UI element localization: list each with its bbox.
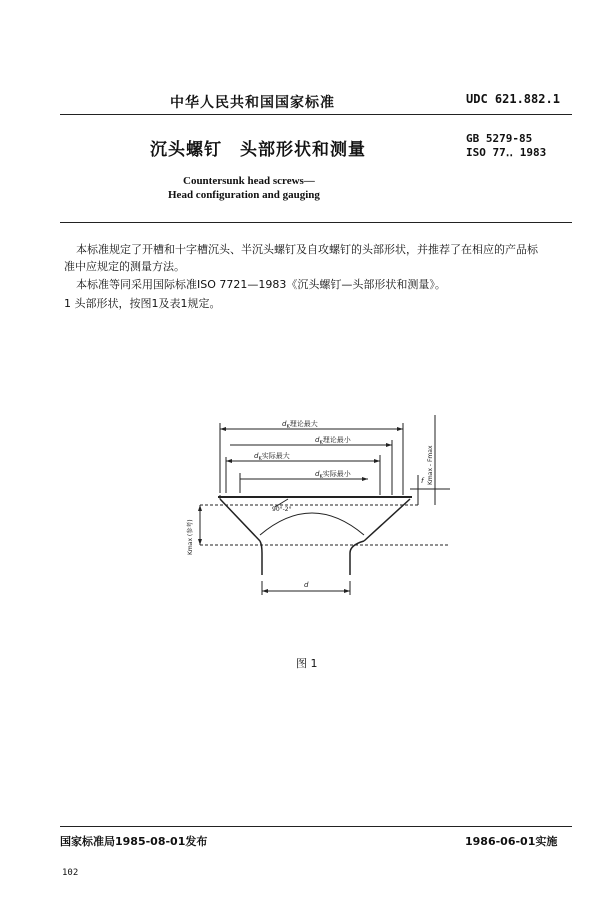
document-title-en-line1: Countersunk head screws—	[183, 175, 315, 187]
label-kmax-ref: Kmax (参考)	[187, 519, 194, 555]
udc-number: UDC 621.882.1	[466, 92, 560, 106]
label-dk-actual-min: $d_K$实际最小	[315, 470, 351, 480]
para1-line1: 本标准规定了开槽和十字槽沉头、半沉头螺钉及自攻螺钉的头部形状，并推荐了在相应的产品标	[76, 243, 538, 256]
label-dk-theory-min: $d_K$理论最小	[315, 436, 351, 446]
para2: 本标准等同采用国际标准ISO 7721—1983《沉头螺钉—头部形状和测量》。	[76, 278, 446, 291]
title-rule	[60, 222, 572, 223]
label-angle: 90°-2°	[272, 506, 292, 513]
para1-line2: 准中应规定的测量方法。	[64, 260, 185, 273]
label-f: f	[421, 477, 424, 485]
figure-caption: 图 1	[296, 657, 318, 670]
shank-left	[260, 541, 262, 575]
header-rule	[60, 114, 572, 115]
label-d: d	[304, 581, 309, 589]
footer-rule	[60, 826, 572, 827]
label-dk-actual-max: $d_K$实际最大	[254, 452, 290, 462]
clause-1: 1 头部形状，按图1及表1规定。	[64, 297, 221, 310]
figure-1-drawing	[170, 395, 460, 610]
issue-date: 国家标准局1985-08-01发布	[60, 835, 208, 848]
document-title-cn: 沉头螺钉 头部形状和测量	[150, 140, 366, 160]
iso-number: ISO 77‥ 1983	[466, 146, 547, 159]
gb-number: GB 5279-85	[466, 132, 533, 145]
label-dk-theory-max: $d_K$理论最大	[282, 420, 318, 430]
page-number: 102	[62, 868, 79, 878]
national-standard-heading: 中华人民共和国国家标准	[170, 95, 335, 111]
shank-right	[350, 541, 364, 575]
label-kmax-fmax: Kmax - Fmax	[427, 445, 434, 485]
document-title-en-line2: Head configuration and gauging	[168, 189, 320, 201]
effective-date: 1986-06-01实施	[465, 835, 558, 848]
under-head-arc	[260, 513, 364, 535]
